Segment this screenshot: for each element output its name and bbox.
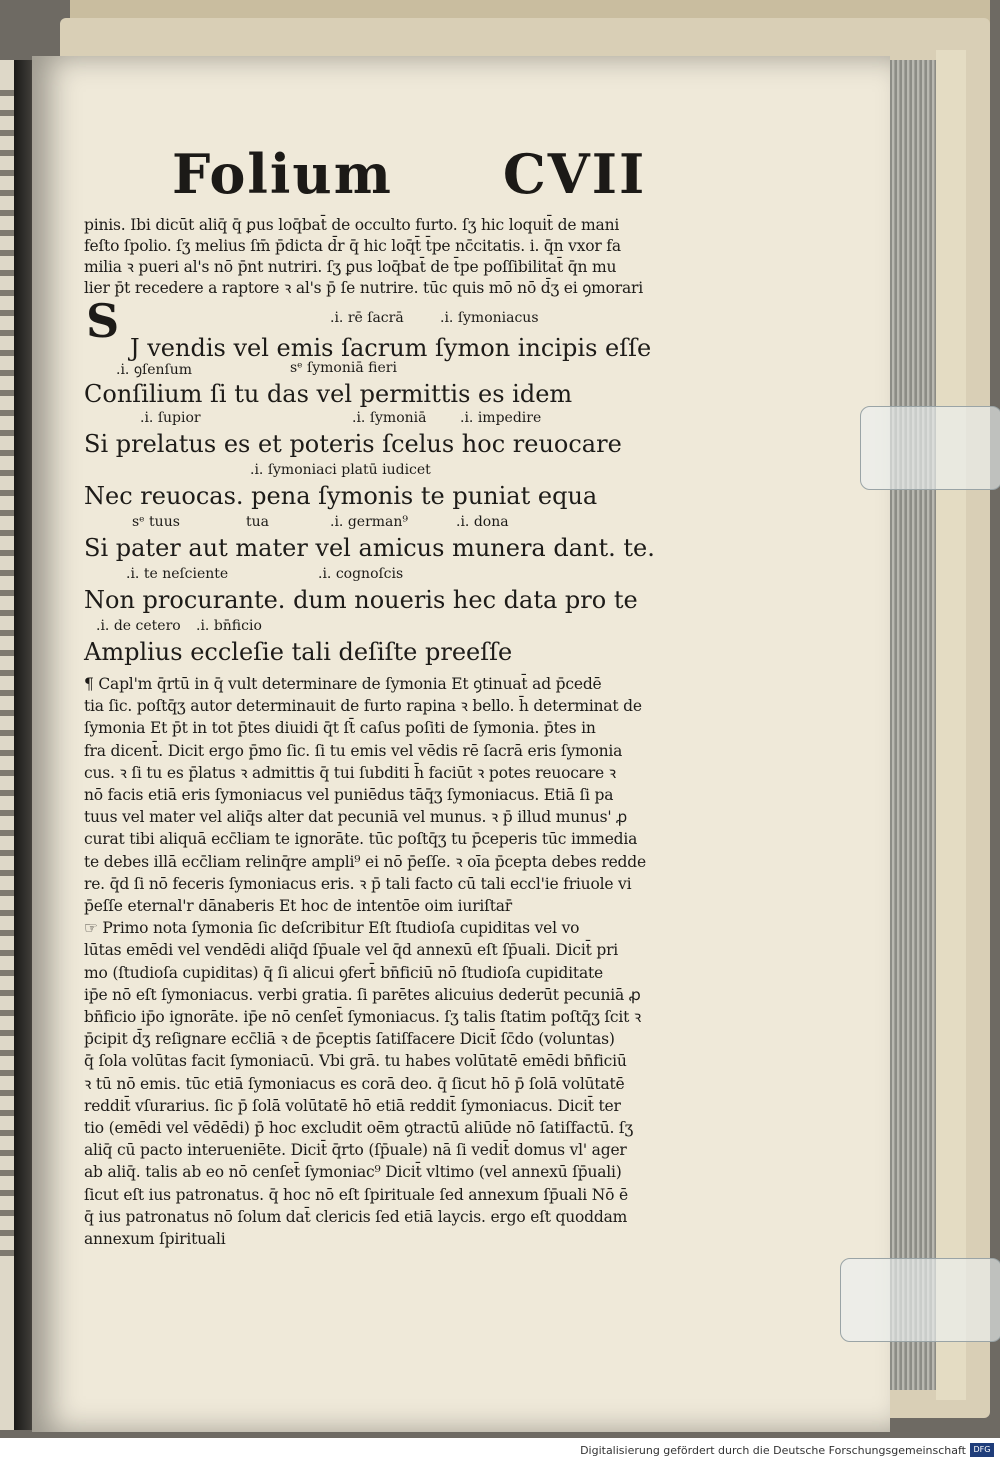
verse-line: Si prelatus es et poteris ſcelus hoc reuocare: [84, 430, 622, 458]
folio-number: CVII: [502, 142, 647, 206]
interlinear-gloss: .i. bn̄ficio: [196, 618, 262, 634]
interlinear-gloss: .i. cognoſcis: [318, 566, 404, 582]
commentary-line: nō facis etiā eris ſymoniacus vel puniēdus tāq̄ʒ ſymoniacus. Etiā ſi pa: [84, 786, 614, 804]
page-clip: [840, 1258, 1000, 1342]
commentary-line: q̄ ius patronatus nō ſolum dat̄ clericis ſed etiā laycis. ergo eſt quoddam: [84, 1207, 628, 1226]
intro-line: lier p̄t recedere a raptore ꝛ al's p̄ ſe nutrire. tūc quis mō nō d̄ʒ ei ꝯmorari: [84, 279, 644, 297]
commentary-line: ☞ Primo nota ſymonia ſic deſcribitur Eſt ſtudioſa cupiditas vel vo: [84, 919, 580, 938]
commentary-line: bn̄ficio ip̄o ignorāte. ip̄e nō cenſet̄ ſymoniacus. ſʒ talis ſtatim poſtq̄ʒ ſcit ꝛ: [84, 1008, 642, 1026]
interlinear-gloss: .i. impedire: [460, 410, 542, 426]
verse-line: J vendis vel emis ſacrum ſymon incipis eſſe: [130, 334, 652, 362]
folio-word: Folium: [172, 142, 393, 206]
folio-heading: [172, 142, 646, 206]
interlinear-gloss: .i. ſymoniacus: [440, 310, 539, 326]
commentary-line: ꝛ tū nō emis. tūc etiā ſymoniacus es corā deo. q̄ ſicut hō p̄ ſolā volūtatē: [84, 1074, 625, 1093]
commentary-line: mo (ſtudioſa cupiditas) q̄ ſi alicui ꝯfert̄ bn̄ficiū nō ſtudioſa cupiditate: [84, 963, 603, 982]
commentary-line: ſicut eſt ius patronatus. q̄ hoc nō eſt ſpirituale ſed annexum ſp̄uali Nō ē: [84, 1185, 628, 1204]
page-clip: [860, 406, 1000, 490]
interlinear-gloss: sᵉ tuus: [132, 514, 180, 530]
commentary-line: curat tibi aliquā ecc̄liam te ignorāte. tūc poſtq̄ʒ tu p̄ceperis tūc immedia: [84, 830, 638, 849]
verse-line: Nec reuocas. pena ſymonis te puniat equa: [84, 482, 598, 510]
interlinear-gloss: .i. te neſciente: [126, 566, 229, 582]
commentary-line: tuus vel mater vel aliq̄s alter dat pecuniā vel munus. ꝛ p̄ illud munus' ꝓ: [84, 808, 628, 827]
commentary-line: lūtas emēdi vel vendēdi aliq̄d ſp̄uale vel q̄d annexū eſt ſp̄uali. Dicit̄ pri: [84, 941, 619, 960]
verse-line: Conſilium ſi tu das vel permittis es idem: [84, 380, 573, 408]
footer-credit: Digitalisierung gefördert durch die Deutsche Forschungsgemeinschaft: [580, 1444, 966, 1457]
interlinear-gloss: .i. dona: [456, 514, 509, 530]
commentary-line: cus. ꝛ ſi tu es p̄latus ꝛ admittis q̄ tui ſubditi h̄ faciūt ꝛ potes reuocare ꝛ: [84, 763, 616, 782]
intro-line: pinis. Ibi dicūt aliq̄ q̄ ꝑus loq̄bat̄ de occulto furto. ſʒ hic loquit̄ de mani: [84, 216, 620, 234]
interlinear-gloss: tua: [246, 514, 269, 530]
commentary-line: ¶ Capl'm q̄rtū in q̄ vult determinare de ſymonia Et ꝯtinuat̄ ad p̄cedē: [84, 675, 602, 693]
interlinear-gloss: .i. de cetero: [96, 618, 181, 634]
verse-line: Amplius eccleſie tali deſiſte preeſſe: [84, 638, 513, 666]
commentary-line: p̄eſſe eternal'r dānaberis Et hoc de intentōe oim iuriſtar̄: [84, 897, 512, 915]
commentary-line: re. q̄d ſi nō feceris ſymoniacus eris. ꝛ p̄ tali facto cū tali eccl'ie friuole vi: [84, 874, 632, 893]
commentary-line: aliq̄ cū pacto interueniēte. Dicit̄ q̄rto (ſp̄uale) nā ſi vedit̄ domus vl' ager: [84, 1141, 627, 1160]
page-edge: [936, 50, 966, 1400]
commentary-line: fra dicent̄. Dicit ergo p̄mo ſic. ſi tu emis vel vēdis rē ſacrā eris ſymonia: [84, 741, 623, 760]
commentary-line: reddit̄ vſurarius. ſic p̄ ſolā volūtatē hō etiā reddit̄ ſymoniacus. Dicit̄ ter: [84, 1096, 621, 1115]
commentary-line: tio (emēdi vel vēdēdi) p̄ hoc excludit oēm ꝯtractū aliūde nō ſatiſfactū. ſʒ: [84, 1119, 634, 1137]
commentary-line: annexum ſpirituali: [84, 1230, 226, 1248]
interlinear-gloss: .i. ſymoniaci platū iudicet: [250, 462, 431, 478]
intro-line: milia ꝛ pueri al's nō p̄nt nutriri. ſʒ ꝑus loq̄bat̄ de t̄pe poſſibilitat̄ q̄n mu: [84, 258, 617, 276]
commentary-line: q̄ ſola volūtas facit ſymoniacū. Vbi grā. tu habes volūtatē emēdi bn̄ficiū: [84, 1052, 627, 1071]
commentary-line: ab aliq̄. talis ab eo nō cenſet̄ ſymoniac⁹ Dicit̄ vltimo (vel annexū ſp̄uali): [84, 1163, 622, 1182]
commentary-line: te debes illā ecc̄liam relinq̄re ampli⁹ ei nō p̄eſſe. ꝛ oīa p̄cepta debes redde: [84, 852, 646, 871]
interlinear-gloss: .i. german⁹: [330, 514, 409, 530]
initial-letter: S: [86, 294, 120, 348]
commentary-line: tia ſic. poſtq̄ʒ autor determinauit de furto rapina ꝛ bello. h̄ determinat de: [84, 697, 642, 716]
interlinear-gloss: .i. rē ſacrā: [330, 310, 404, 326]
commentary-line: ip̄e nō eſt ſymoniacus. verbi gratia. ſi parētes alicuius dederūt pecuniā ꝓ: [84, 985, 641, 1004]
footer-bar: [0, 1438, 1000, 1465]
commentary-line: p̄cipit d̄ʒ reſignare ecc̄liā ꝛ de p̄ceptis ſatiſfacere Dicit̄ ſc̄do (voluntas): [84, 1030, 615, 1049]
interlinear-gloss: .i. ꝯſenſum: [116, 362, 193, 378]
interlinear-gloss: .i. ſymoniā: [352, 410, 427, 426]
interlinear-gloss: .i. ſupior: [140, 410, 201, 426]
dfg-logo: DFG: [970, 1443, 994, 1457]
verse-line: Non procurante. dum noueris hec data pro te: [84, 586, 638, 614]
intro-line: feſto ſpolio. ſʒ melius ſm̄ p̄dicta d̄r q̄ hic loq̄t̄ t̄pe nc̄citatis. i. q̄n vxor fa: [84, 237, 621, 255]
verse-line: Si pater aut mater vel amicus munera dant. te.: [84, 534, 655, 562]
commentary-line: ſymonia Et p̄t in tot p̄tes diuidi q̄t ſt̄ caſus poſiti de ſymonia. p̄tes in: [84, 719, 596, 738]
interlinear-gloss: sᵉ ſymoniā fieri: [290, 360, 397, 376]
